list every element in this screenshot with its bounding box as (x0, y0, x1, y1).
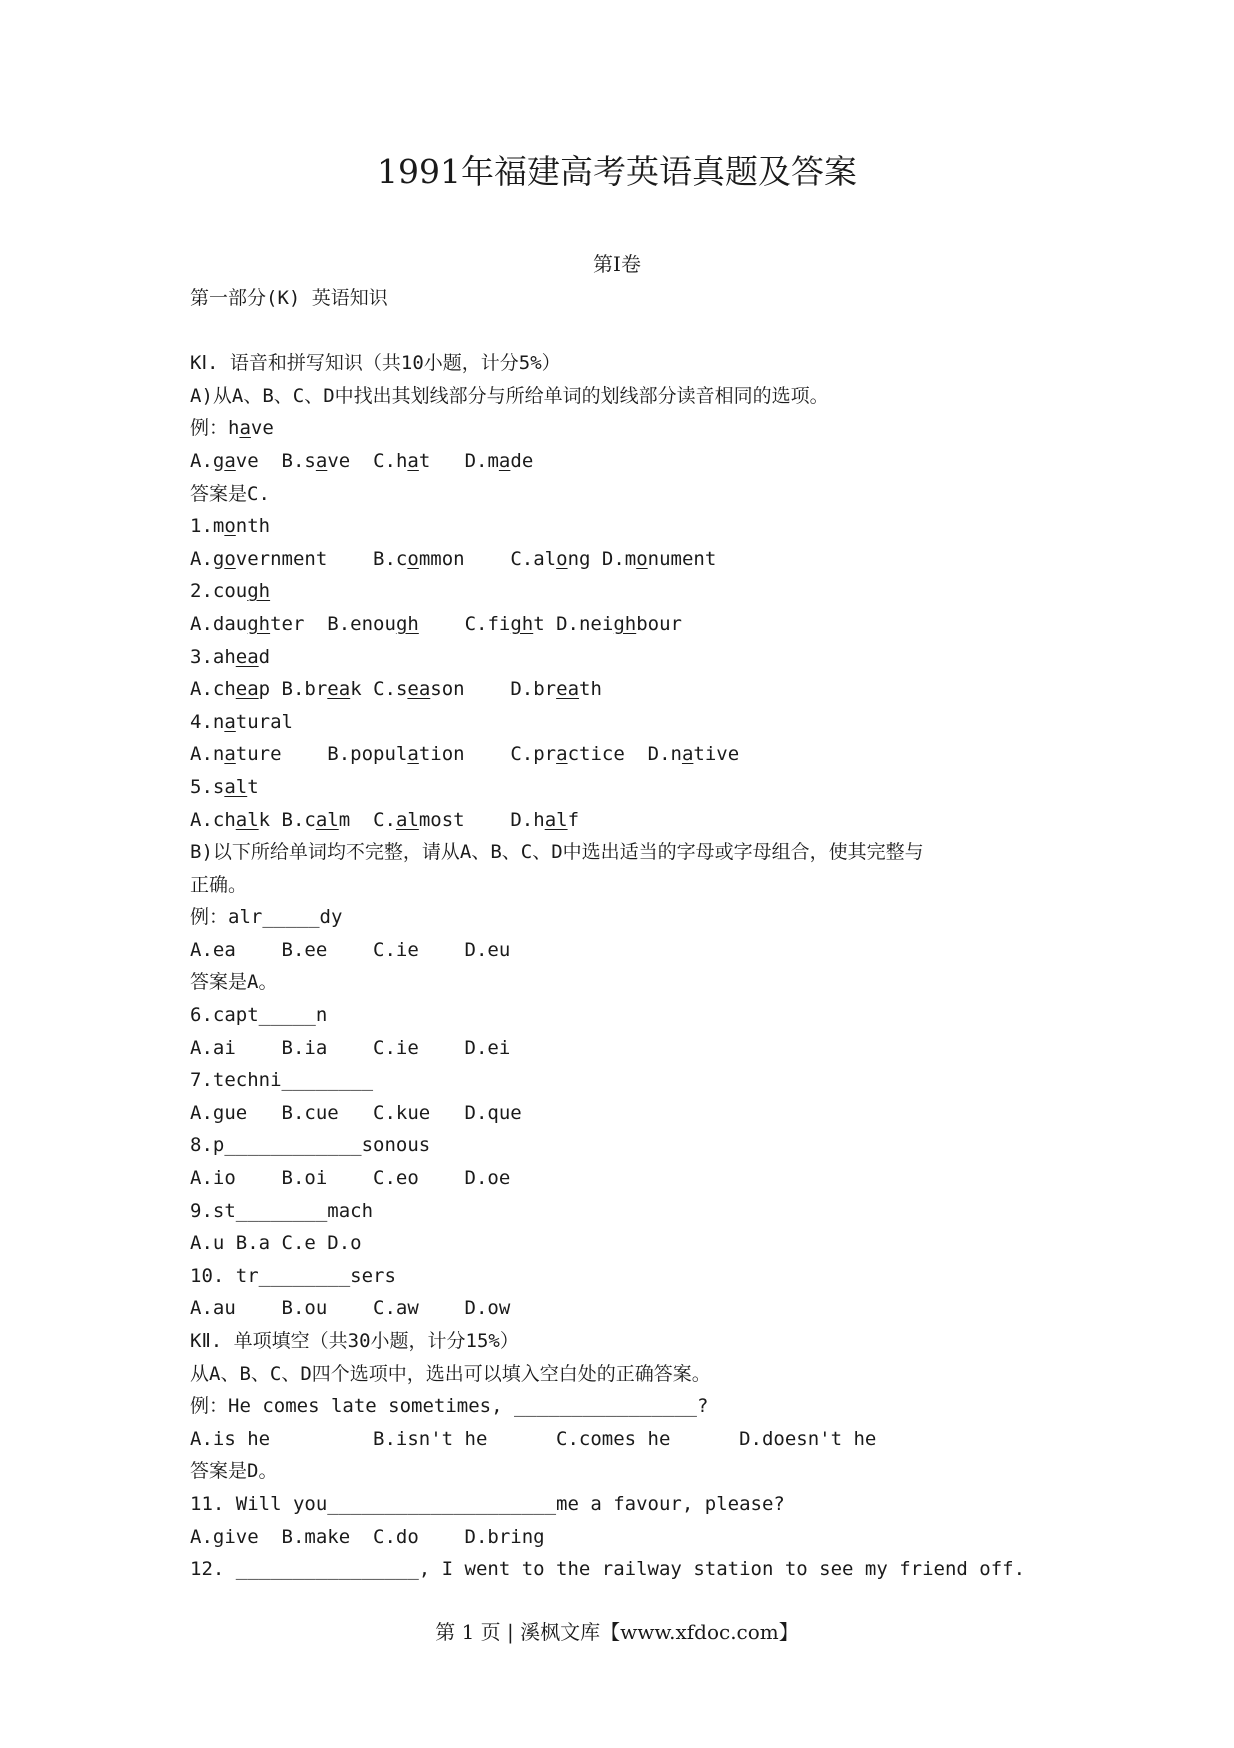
text-segment: 从A、B、C、D四个选项中，选出可以填入空白处的正确答案。 (190, 1362, 711, 1385)
text-line (190, 1162, 1090, 1195)
text-segment: 3.ah (190, 645, 236, 668)
text-line (190, 1553, 1090, 1586)
text-segment: t D.m (418, 449, 499, 472)
text-segment: 例：alr_____dy (190, 906, 343, 929)
text-segment: A.dau (190, 612, 248, 635)
text-segment: 6.capt_____n (190, 1004, 328, 1027)
text-segment: ctice D.n (567, 743, 682, 766)
text-segment: son D.br (430, 678, 557, 701)
text-segment: t D.nei (533, 612, 614, 635)
text-line (190, 673, 1090, 706)
underlined-segment: o (224, 547, 236, 570)
underlined-segment: ea (327, 678, 351, 701)
text-segment: k B.c (258, 808, 316, 831)
text-line (190, 934, 1090, 967)
underlined-segment: a (224, 710, 236, 733)
underlined-segment: gh (395, 612, 419, 635)
text-segment: 答案是D。 (190, 1460, 278, 1483)
underlined-segment: a (224, 743, 236, 766)
text-segment: nth (235, 515, 271, 538)
text-segment: A.ai B.ia C.ie D.ei (190, 1036, 511, 1059)
text-line (190, 315, 1090, 348)
text-line (190, 706, 1090, 739)
text-segment: f (567, 808, 580, 831)
text-segment: A.ea B.ee C.ie D.eu (190, 938, 511, 961)
text-line (190, 1521, 1090, 1554)
text-segment: vernment B.c (235, 547, 408, 570)
underlined-segment: gh (247, 612, 271, 635)
text-segment: most D.h (418, 808, 545, 831)
underlined-segment: o (224, 515, 236, 538)
underlined-segment: a (681, 743, 694, 766)
text-segment: 例：h (190, 417, 240, 440)
text-line (190, 1488, 1090, 1521)
text-line (190, 543, 1090, 576)
text-segment: ter B.enou (270, 612, 396, 635)
underlined-segment: ea (235, 678, 259, 701)
text-segment: 9.st________mach (190, 1199, 374, 1222)
text-segment: 正确。 (190, 873, 248, 896)
text-segment: 12. ________________, I went to the railway station to see my friend off. (190, 1558, 1026, 1581)
text-segment: de (510, 449, 534, 472)
text-line (190, 1260, 1090, 1293)
underlined-segment: a (315, 449, 328, 472)
text-segment: 例：He comes late sometimes, ________________? (190, 1395, 709, 1418)
text-line (190, 1390, 1090, 1423)
text-segment: KⅠ. 语音和拼写知识（共10小题，计分5%） (190, 352, 561, 375)
underlined-segment: a (407, 449, 419, 472)
text-segment: th (579, 678, 602, 701)
underlined-segment: al (224, 775, 248, 798)
underlined-segment: a (407, 743, 419, 766)
text-line (190, 1455, 1090, 1488)
underlined-segment: a (498, 449, 511, 472)
text-line (190, 510, 1090, 543)
page-footer: 第 1 页 | 溪枫文库【www.xfdoc.com】 (435, 1620, 799, 1644)
text-segment: ve C.h (327, 449, 408, 472)
text-segment: tural (235, 710, 293, 733)
document-body (190, 282, 1090, 1586)
text-segment: t (247, 775, 259, 798)
text-segment: m C. (338, 808, 396, 831)
text-line (190, 445, 1090, 478)
underlined-segment: al (315, 808, 339, 831)
text-segment: 7.techni________ (190, 1069, 374, 1092)
underlined-segment: ea (235, 645, 259, 668)
text-segment: A.give B.make C.do D.bring (190, 1525, 545, 1548)
text-line (190, 412, 1090, 445)
underlined-segment: o (407, 547, 419, 570)
text-line (190, 1325, 1090, 1358)
document-title: 1991年福建高考英语真题及答案 (377, 152, 857, 191)
text-line (190, 608, 1090, 641)
text-line (190, 1195, 1090, 1228)
text-segment: tion C.pr (418, 743, 557, 766)
text-line (190, 869, 1090, 902)
underlined-segment: o (636, 547, 648, 570)
text-segment: k C.s (350, 678, 408, 701)
text-segment: A.u B.a C.e D.o (190, 1232, 362, 1255)
text-segment: ve B.s (235, 449, 316, 472)
text-segment: 5.s (190, 775, 225, 798)
underlined-segment: al (395, 808, 419, 831)
text-segment: KⅡ. 单项填空（共30小题，计分15%） (190, 1330, 519, 1352)
text-segment: A.gue B.cue C.kue D.que (190, 1101, 522, 1124)
underlined-segment: gh (247, 580, 271, 603)
text-line (190, 1358, 1090, 1391)
text-segment: A.io B.oi C.eo D.oe (190, 1167, 511, 1190)
text-segment: 答案是A。 (190, 971, 278, 994)
text-segment: 第一部分(K) 英语知识 (190, 287, 388, 309)
text-segment: B)以下所给单词均不完整，请从A、B、C、D中选出适当的字母或字母组合，使其完整与 (190, 841, 924, 864)
text-line (190, 999, 1090, 1032)
text-line (190, 347, 1090, 380)
text-segment: 8.p____________sonous (190, 1134, 431, 1157)
text-segment: p B.br (258, 678, 328, 701)
text-line (190, 836, 1090, 869)
underlined-segment: al (235, 808, 259, 831)
text-line (190, 1423, 1090, 1456)
text-segment: mmon C.al (418, 547, 557, 570)
underlined-segment: gh (510, 612, 534, 635)
text-line (190, 1064, 1090, 1097)
text-segment: d (258, 645, 271, 668)
text-line (190, 478, 1090, 511)
text-line (190, 1097, 1090, 1130)
text-line (190, 380, 1090, 413)
text-segment: 11. Will you____________________me a favour, please? (190, 1492, 785, 1515)
text-line (190, 901, 1090, 934)
text-segment: ve (250, 417, 274, 440)
text-segment: ng D.m (567, 547, 637, 570)
text-line (190, 771, 1090, 804)
text-line (190, 641, 1090, 674)
text-segment: A)从A、B、C、D中找出其划线部分与所给单词的划线部分读音相同的选项。 (190, 384, 829, 407)
text-segment: 10. tr________sers (190, 1264, 396, 1287)
text-segment: ture B.popul (235, 743, 408, 766)
text-segment: 2.cou (190, 580, 248, 603)
text-segment: nument (647, 547, 717, 570)
text-line (190, 1292, 1090, 1325)
text-segment: C.fi (418, 612, 511, 635)
text-segment: tive (693, 743, 740, 766)
text-line (190, 1227, 1090, 1260)
text-segment: 答案是C. (190, 482, 270, 505)
text-segment: bour (636, 612, 682, 635)
text-segment: A.g (190, 547, 225, 570)
underlined-segment: a (556, 743, 568, 766)
text-segment: A.au B.ou C.aw D.ow (190, 1297, 511, 1320)
volume-heading: 第Ⅰ卷 (593, 252, 641, 276)
text-line (190, 1129, 1090, 1162)
underlined-segment: al (544, 808, 568, 831)
text-line (190, 282, 1090, 315)
underlined-segment: o (556, 547, 568, 570)
text-segment: A.ch (190, 808, 236, 831)
underlined-segment: a (224, 449, 236, 472)
text-segment: A.is he B.isn't he C.comes he D.doesn't he (190, 1427, 877, 1450)
text-segment: A.ch (190, 678, 236, 701)
text-line (190, 575, 1090, 608)
text-segment: 4.n (190, 710, 225, 733)
text-segment: A.n (190, 743, 225, 766)
underlined-segment: ea (556, 678, 580, 701)
text-line (190, 738, 1090, 771)
text-line (190, 1032, 1090, 1065)
text-line (190, 804, 1090, 837)
underlined-segment: a (239, 417, 251, 440)
underlined-segment: gh (613, 612, 637, 635)
text-segment: A.g (190, 449, 225, 472)
text-segment: 1.m (190, 515, 225, 538)
text-line (190, 966, 1090, 999)
underlined-segment: ea (407, 678, 431, 701)
